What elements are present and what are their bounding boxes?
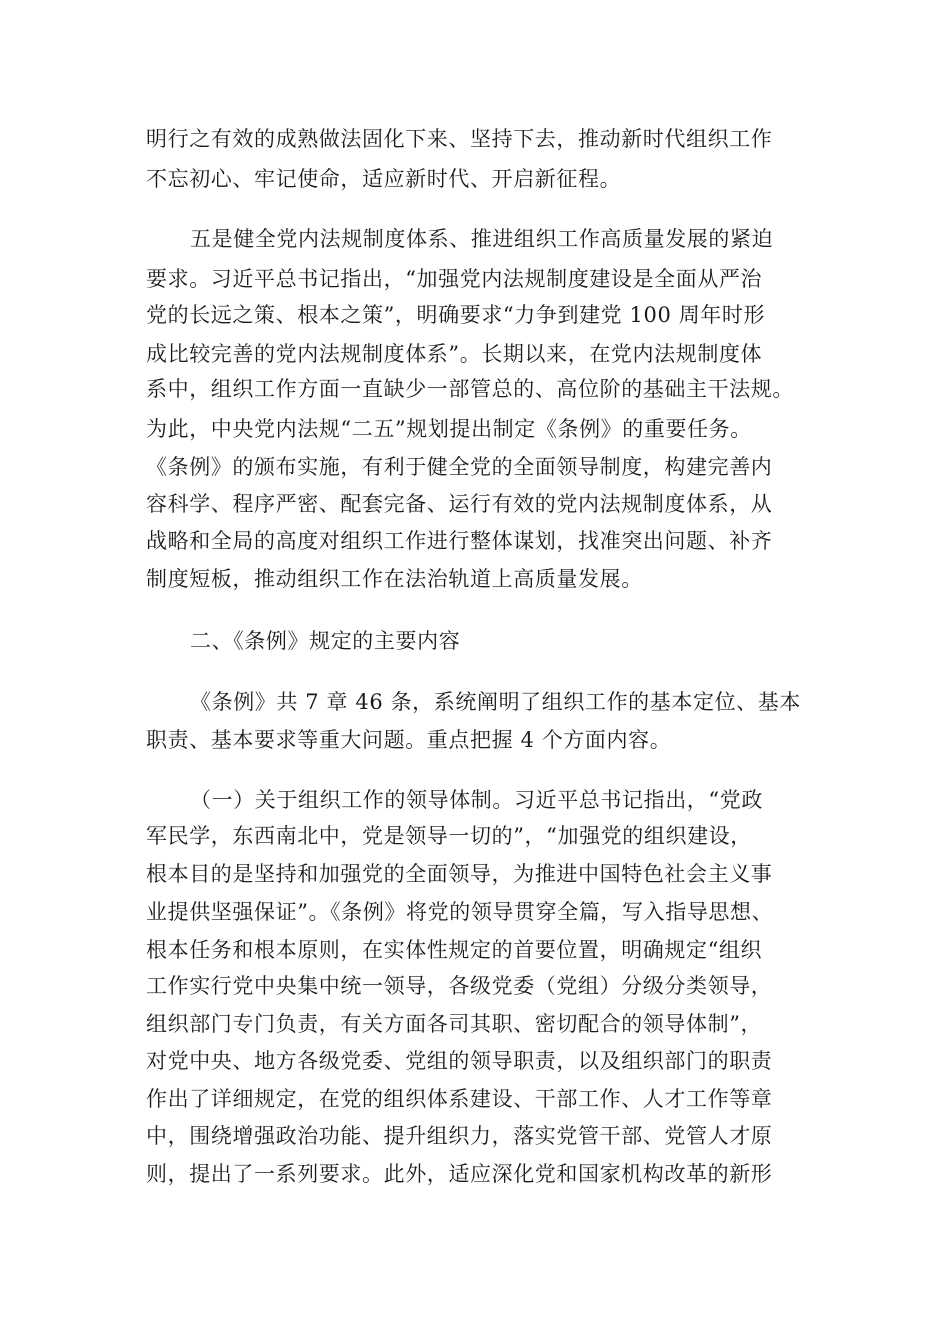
paragraph-line: 战略和全局的高度对组织工作进行整体谋划，找准突出问题、补齐 xyxy=(146,529,773,553)
paragraph-line: 作出了详细规定，在党的组织体系建设、干部工作、人才工作等章 xyxy=(146,1087,773,1111)
paragraph-line: 不忘初心、牢记使命，适应新时代、开启新征程。 xyxy=(146,167,622,191)
paragraph-line: 职责、基本要求等重大问题。重点把握 4 个方面内容。 xyxy=(146,728,672,752)
paragraph-line: 《条例》共 7 章 46 条，系统阐明了组织工作的基本定位、基本 xyxy=(190,690,801,714)
paragraph-line: 组织部门专门负责，有关方面各司其职、密切配合的领导体制”， xyxy=(146,1012,763,1036)
paragraph-line: 系中，组织工作方面一直缺少一部管总的、高位阶的基础主干法规。 xyxy=(146,377,794,401)
paragraph-line: 制度短板，推动组织工作在法治轨道上高质量发展。 xyxy=(146,567,643,591)
paragraph-line: 根本目的是坚持和加强党的全面领导，为推进中国特色社会主义事 xyxy=(146,862,773,886)
paragraph-line: 对党中央、地方各级党委、党组的领导职责，以及组织部门的职责 xyxy=(146,1049,773,1073)
paragraph-line: （一）关于组织工作的领导体制。习近平总书记指出，“党政 xyxy=(190,788,763,812)
paragraph-line: 工作实行党中央集中统一领导，各级党委（党组）分级分类领导， xyxy=(146,974,773,998)
paragraph-line: 五是健全党内法规制度体系、推进组织工作高质量发展的紧迫 xyxy=(190,227,774,251)
paragraph-line: 党的长远之策、根本之策”，明确要求“力争到建党 100 周年时形 xyxy=(146,303,766,327)
section-heading: 二、《条例》规定的主要内容 xyxy=(190,629,461,653)
paragraph-line: 《条例》的颁布实施，有利于健全党的全面领导制度，构建完善内 xyxy=(146,455,773,479)
paragraph-line: 业提供坚强保证”。《条例》将党的领导贯穿全篇，写入指导思想、 xyxy=(146,900,774,924)
paragraph-line: 则，提出了一系列要求。此外，适应深化党和国家机构改革的新形 xyxy=(146,1162,773,1186)
paragraph-line: 容科学、程序严密、配套完备、运行有效的党内法规制度体系，从 xyxy=(146,492,773,516)
paragraph-line: 中，围绕增强政治功能、提升组织力，落实党管干部、党管人才原 xyxy=(146,1124,773,1148)
paragraph-line: 成比较完善的党内法规制度体系”。长期以来，在党内法规制度体 xyxy=(146,342,763,366)
paragraph-line: 军民学，东西南北中，党是领导一切的”，“加强党的组织建设， xyxy=(146,824,752,848)
paragraph-line: 明行之有效的成熟做法固化下来、坚持下去，推动新时代组织工作 xyxy=(146,127,773,151)
paragraph-line: 为此，中央党内法规“二五”规划提出制定《条例》的重要任务。 xyxy=(146,417,752,441)
paragraph-line: 根本任务和根本原则，在实体性规定的首要位置，明确规定“组织 xyxy=(146,938,763,962)
paragraph-line: 要求。习近平总书记指出，“加强党内法规制度建设是全面从严治 xyxy=(146,267,763,291)
